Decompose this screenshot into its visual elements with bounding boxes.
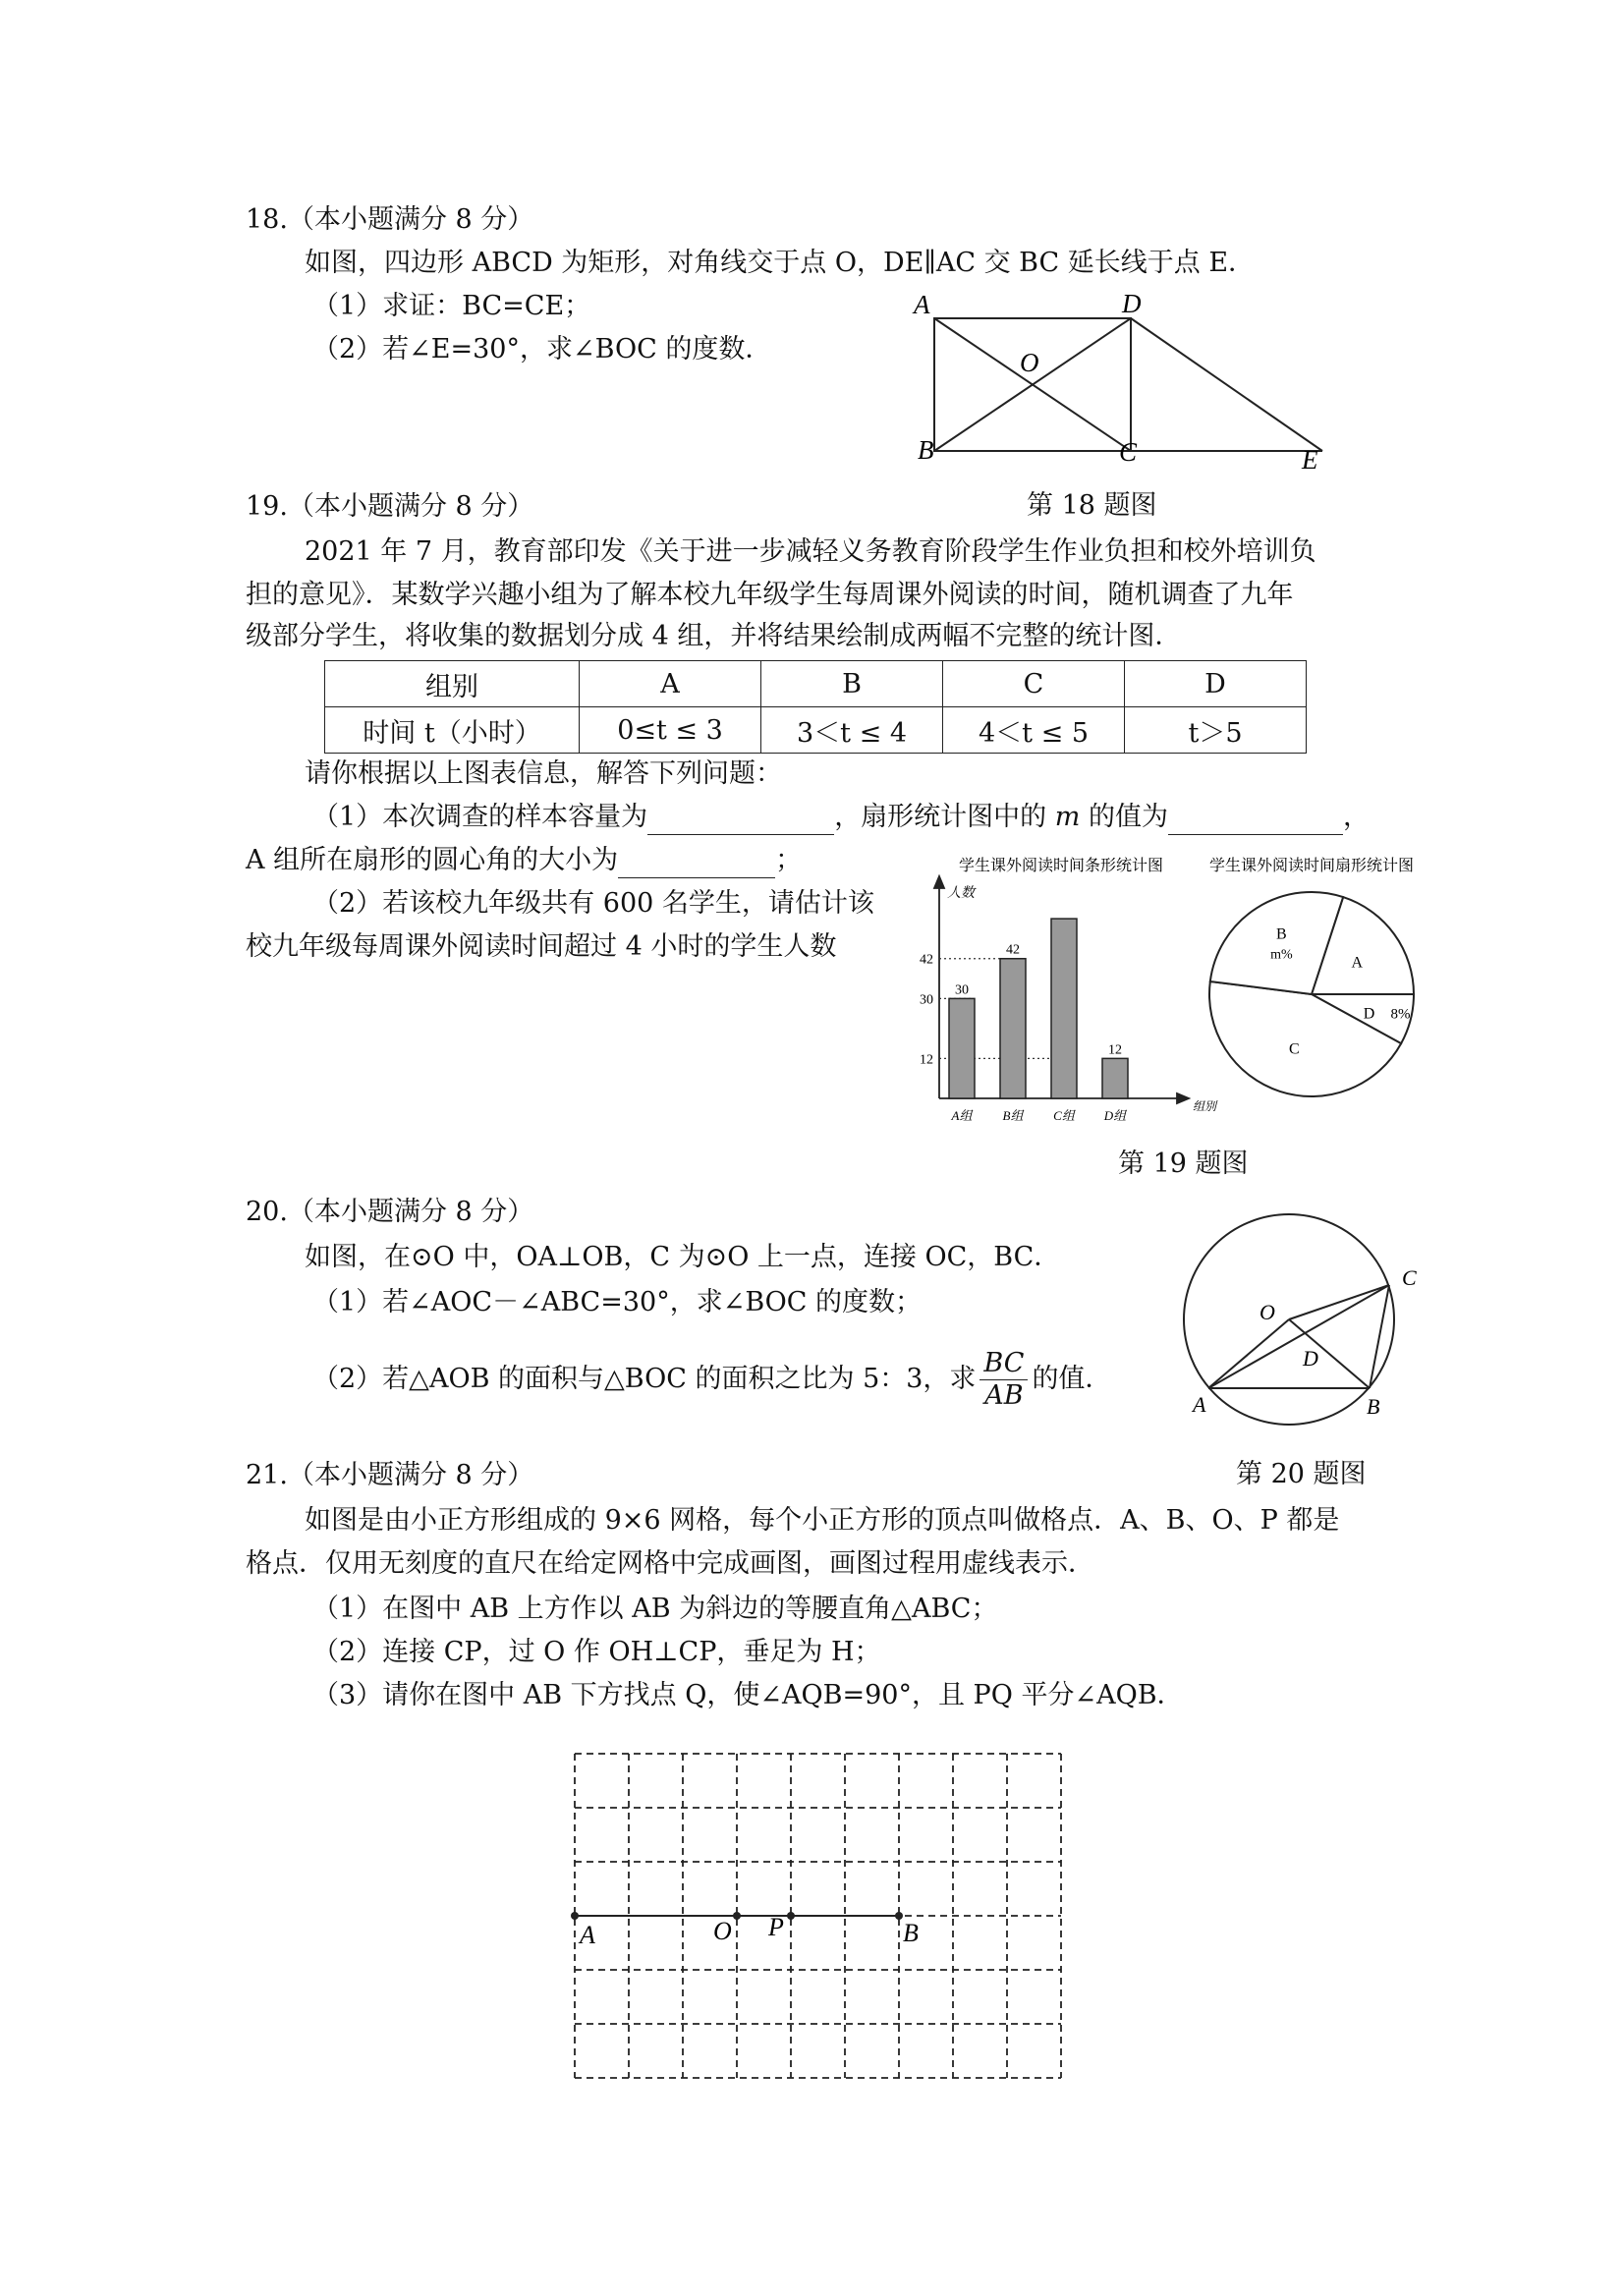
q20-label-d: D	[1303, 1346, 1318, 1371]
q20-stem: 如图，在⊙O 中，OA⊥OB，C 为⊙O 上一点，连接 OC，BC．	[305, 1242, 1061, 1272]
bar-chart-xlabel: 组别	[1193, 1099, 1217, 1113]
q19-caption: 第 19 题图	[1118, 1148, 1249, 1179]
q20-part1: （1）若∠AOC－∠ABC=30°，求∠BOC 的度数；	[312, 1287, 923, 1317]
q21-para2: 格点．仅用无刻度的直尺在给定网格中完成画图，画图过程用虚线表示．	[246, 1548, 1094, 1579]
pie-slice-label: C	[1288, 1040, 1300, 1058]
q21-part3: （3）请你在图中 AB 下方找点 Q，使∠AQB=90°，且 PQ 平分∠AQB．	[312, 1680, 1184, 1710]
q18-figure	[904, 285, 1336, 481]
q18-label-d: D	[1122, 289, 1142, 318]
bar-value-label: 42	[1006, 942, 1020, 958]
q18-header: 18.（本小题满分 8 分）	[246, 204, 534, 235]
q19-part1-line2-text: A 组所在扇形的圆心角的大小为	[246, 845, 619, 875]
q21-part2: （2）连接 CP，过 O 作 OH⊥CP，垂足为 H；	[312, 1637, 881, 1667]
bar	[1051, 919, 1077, 1098]
q19-part1-end: ，	[1342, 802, 1370, 832]
table-cell: C	[943, 661, 1125, 707]
q20-part2-b: 的值．	[1032, 1364, 1112, 1394]
pie-slice-label: A	[1351, 954, 1364, 972]
answer-blank[interactable]	[618, 850, 775, 878]
bar	[1102, 1058, 1128, 1098]
q18-label-a: A	[914, 290, 930, 319]
q19-para2: 担的意见》．某数学兴趣小组为了解本校九年级学生每周课外阅读的时间，随机调查了九年	[246, 580, 1294, 610]
x-tick-label: A组	[951, 1108, 973, 1123]
q18-stem: 如图，四边形 ABCD 为矩形，对角线交于点 O，DE∥AC 交 BC 延长线于点 E．	[305, 248, 1256, 278]
q19-m: m	[1054, 802, 1081, 832]
q19-para1: 2021 年 7 月，教育部印发《关于进一步减轻义务教育阶段学生作业负担和校外培训负	[305, 536, 1316, 567]
q20-part2	[312, 1348, 1111, 1412]
q19-part1-a: （1）本次调查的样本容量为	[312, 802, 648, 832]
q18-label-e: E	[1302, 445, 1318, 475]
grid-label-o: O	[713, 1917, 732, 1945]
x-tick-label: C组	[1053, 1108, 1075, 1123]
q18-label-o: O	[1020, 348, 1039, 377]
q18-part2: （2）若∠E=30°，求∠BOC 的度数．	[312, 334, 772, 364]
q21-header: 21.（本小题满分 8 分）	[246, 1460, 534, 1490]
bar-chart-title: 学生课外阅读时间条形统计图	[958, 858, 1164, 874]
table-row	[325, 661, 1307, 707]
table-cell: 0≤t ≤ 3	[580, 707, 761, 754]
q18-label-b: B	[918, 435, 934, 465]
q18-part1: （1）求证：BC=CE；	[312, 291, 591, 321]
x-tick-label: D组	[1103, 1108, 1127, 1123]
table-cell: 组别	[325, 661, 580, 707]
q19-header: 19.（本小题满分 8 分）	[246, 491, 534, 522]
table-cell: A	[580, 661, 761, 707]
pie-chart-title: 学生课外阅读时间扇形统计图	[1208, 858, 1415, 874]
q20-label-o: O	[1259, 1300, 1275, 1324]
q21-grid	[560, 1739, 1071, 2083]
q20-part2-a: （2）若△AOB 的面积与△BOC 的面积之比为 5：3，求	[312, 1364, 977, 1394]
q20-label-b: B	[1367, 1394, 1380, 1419]
q21-para1: 如图是由小正方形组成的 9×6 网格，每个小正方形的顶点叫做格点．A、B、O、P 都是	[305, 1505, 1340, 1536]
q20-caption: 第 20 题图	[1236, 1459, 1367, 1489]
grid-label-b: B	[903, 1919, 919, 1947]
q20-label-c: C	[1402, 1265, 1417, 1290]
pie-slice-sublabel: 8%	[1390, 1006, 1411, 1023]
y-tick-label: 42	[920, 952, 933, 968]
table-cell: 时间 t（小时）	[325, 707, 580, 754]
q18-caption: 第 18 题图	[1027, 490, 1157, 521]
answer-blank[interactable]	[1168, 807, 1343, 835]
pie-slice-label: D	[1363, 1005, 1375, 1023]
bar-chart-ylabel: 人数	[947, 886, 975, 901]
pie-slice-sublabel: m%	[1270, 947, 1293, 963]
pie-chart	[1169, 847, 1454, 1112]
q19-table	[324, 660, 1307, 754]
q21-part1: （1）在图中 AB 上方作以 AB 为斜边的等腰直角△ABC；	[312, 1594, 998, 1624]
q19-part1-b: ，扇形统计图中的	[834, 802, 1047, 832]
table-cell: D	[1125, 661, 1307, 707]
q20-fraction	[979, 1348, 1028, 1412]
bar	[1000, 959, 1026, 1098]
x-tick-label: B组	[1002, 1108, 1024, 1123]
bar	[949, 998, 975, 1098]
table-cell: 4＜t ≤ 5	[943, 707, 1125, 754]
q20-figure	[1159, 1208, 1454, 1434]
fraction-denominator: AB	[984, 1380, 1024, 1411]
grid-label-p: P	[768, 1913, 784, 1941]
fraction-numerator: BC	[979, 1348, 1028, 1380]
q19-part1-line2	[246, 843, 802, 878]
q19-part1-c: 的值为	[1088, 802, 1168, 832]
bar-value-label: 30	[955, 982, 969, 998]
q19-part2-line2: 校九年级每周课外阅读时间超过 4 小时的学生人数	[246, 931, 837, 962]
q19-instruction: 请你根据以上图表信息，解答下列问题：	[305, 758, 782, 789]
y-tick-label: 30	[920, 992, 933, 1008]
grid-label-a: A	[580, 1921, 595, 1949]
pie-slice-label: B	[1276, 925, 1287, 943]
q18-label-c: C	[1119, 437, 1138, 467]
bar-value-label: 12	[1108, 1042, 1122, 1058]
q20-header: 20.（本小题满分 8 分）	[246, 1197, 534, 1227]
table-cell: 3＜t ≤ 4	[761, 707, 943, 754]
q19-part1	[312, 800, 1370, 835]
table-cell: t＞5	[1125, 707, 1307, 754]
q20-label-a: A	[1193, 1392, 1206, 1417]
table-row	[325, 707, 1307, 754]
q19-part2-line1: （2）若该校九年级共有 600 名学生，请估计该	[312, 888, 874, 919]
table-cell: B	[761, 661, 943, 707]
answer-blank[interactable]	[647, 807, 834, 835]
q19-para3: 级部分学生，将收集的数据划分成 4 组，并将结果绘制成两幅不完整的统计图．	[246, 621, 1182, 651]
q19-part1-line2-end: ；	[775, 845, 803, 875]
y-tick-label: 12	[920, 1052, 933, 1068]
